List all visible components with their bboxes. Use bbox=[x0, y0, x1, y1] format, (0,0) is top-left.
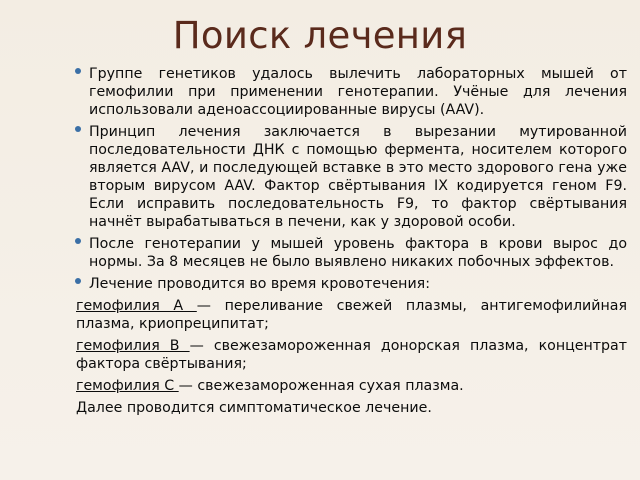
treatment-hemophilia-b bbox=[76, 337, 627, 373]
bullet-item bbox=[76, 235, 627, 271]
bullet-dot-icon bbox=[75, 278, 81, 284]
bullet-item bbox=[76, 123, 627, 231]
closing-text: Далее проводится симптоматическое лечение. bbox=[76, 400, 432, 416]
treatment-term: гемофилия В bbox=[76, 338, 190, 354]
treatment-text: — свежезамороженная донорская плазма, концентрат фактора свёртывания; bbox=[76, 338, 627, 372]
treatment-term: гемофилия А bbox=[76, 298, 197, 314]
slide-title: Поиск лечения bbox=[172, 14, 468, 57]
treatment-text: — переливание свежей плазмы, антигемофилийная плазма, криопреципитат; bbox=[76, 298, 627, 332]
bullet-item bbox=[76, 65, 627, 119]
treatment-text: — свежезамороженная сухая плазма. bbox=[178, 378, 464, 394]
treatment-hemophilia-a bbox=[76, 297, 627, 333]
slide-content bbox=[76, 65, 627, 417]
bullet-text: Принцип лечения заключается в вырезании мутированной последовательности ДНК с помощью фермента, носителем которого является AAV, и последующей вставке в это место здорового гена уже вторым вирусом AAV. Фактор свёртывания IX кодируется геном F9. Если исправить последовательность F9, то фактор свёртывания начнёт вырабатываться в печени, как у здоровой особи. bbox=[89, 124, 627, 230]
bullet-dot-icon bbox=[75, 68, 81, 74]
bullet-dot-icon bbox=[75, 238, 81, 244]
treatment-term: гемофилия С bbox=[76, 378, 179, 394]
treatment-hemophilia-c bbox=[76, 377, 627, 395]
bullet-text: Лечение проводится во время кровотечения: bbox=[89, 276, 430, 292]
bullet-dot-icon bbox=[75, 126, 81, 132]
bullet-text: После генотерапии у мышей уровень фактора в крови вырос до нормы. За 8 месяцев не было выявлено никаких побочных эффектов. bbox=[89, 236, 627, 270]
bullet-item bbox=[76, 275, 627, 293]
bullet-text: Группе генетиков удалось вылечить лабораторных мышей от гемофилии при применении генотерапии. Учёные для лечения использовали аденоассоциированные вирусы (AAV). bbox=[89, 66, 627, 118]
